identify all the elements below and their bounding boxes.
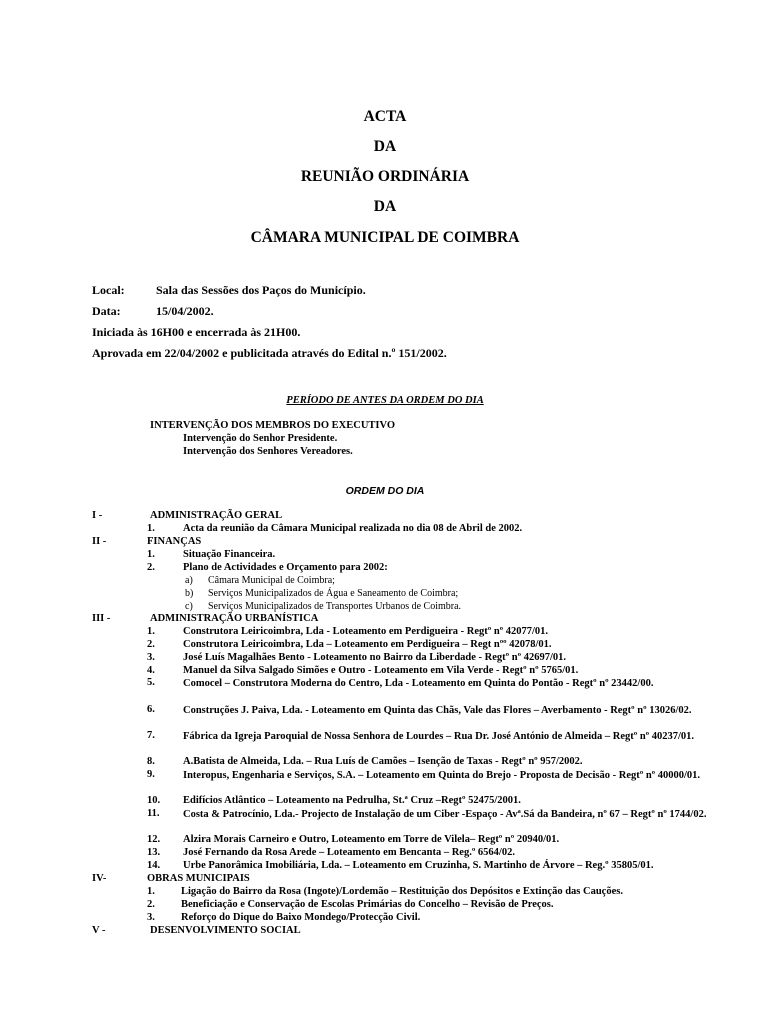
list-item: Construtora Leiricoimbra, Lda - Loteamento em Perdigueira - Regtº nº 42077/01.: [183, 626, 549, 637]
date-value: 15/04/2002.: [156, 304, 214, 318]
list-item: Costa & Patrocínio, Lda.- Projecto de Instalação de um Ciber -Espaço - Avª.Sá da Bandeira, nº 67 – Regtº nº 1744/02.: [183, 809, 707, 820]
list-item: José Luís Magalhães Bento - Loteamento no Bairro da Liberdade - Regtº nº 42697/01.: [183, 652, 566, 663]
list-item: Alzira Morais Carneiro e Outro, Loteamento em Torre de Vilela– Regtº nº 20940/01.: [183, 834, 560, 845]
item-number: 9.: [147, 769, 155, 780]
section-number: II -: [92, 536, 107, 547]
list-item: Plano de Actividades e Orçamento para 2002:: [183, 562, 388, 573]
section-title-admin-urbanistica: ADMINISTRAÇÃO URBANÍSTICA: [150, 613, 319, 624]
list-item: Reforço do Dique do Baixo Mondego/Protecção Civil.: [181, 912, 421, 923]
doc-title-line-2: DA: [373, 138, 397, 155]
list-item: Construções J. Paiva, Lda. - Loteamento em Quinta das Chãs, Vale das Flores – Averbamento - Regtº nº 13026/02.: [183, 705, 692, 716]
item-number: 11.: [147, 808, 160, 819]
item-number: 1.: [147, 549, 155, 560]
list-item: Intervenção dos Senhores Vereadores.: [183, 446, 353, 457]
sub-list-item: Câmara Municipal de Coimbra;: [208, 575, 335, 586]
item-number: 2.: [147, 899, 155, 910]
doc-title-line-1: ACTA: [363, 108, 407, 125]
item-number: 14.: [147, 860, 161, 871]
list-item: Fábrica da Igreja Paroquial de Nossa Senhora de Lourdes – Rua Dr. José António de Almeida – Regtº nº 40237/01.: [183, 731, 695, 742]
local-label: Local:: [92, 283, 125, 297]
list-item: José Fernando da Rosa Arede – Loteamento em Bencanta – Reg.º 6564/02.: [183, 847, 515, 858]
item-number: 5.: [147, 677, 155, 688]
list-item: Ligação do Bairro da Rosa (Ingote)/Lordemão – Restituição dos Depósitos e Extinção das Cauções.: [181, 886, 623, 897]
session-times: Iniciada às 16H00 e encerrada às 21H00.: [92, 325, 301, 339]
doc-title-line-5: CÂMARA MUNICIPAL DE COIMBRA: [250, 229, 520, 246]
item-number: 1.: [147, 626, 155, 637]
item-number: 7.: [147, 730, 155, 741]
list-item: Urbe Panorâmica Imobiliária, Lda. – Loteamento em Cruzinha, S. Martinho de Árvore – Reg.º 35805/01.: [183, 860, 654, 871]
local-value: Sala das Sessões dos Paços do Município.: [156, 283, 366, 297]
approval-note: Aprovada em 22/04/2002 e publicitada através do Edital n.º 151/2002.: [92, 346, 447, 360]
section-number: III -: [92, 613, 111, 624]
subitem-letter: c): [185, 601, 193, 612]
item-number: 1.: [147, 886, 155, 897]
sub-list-item: Serviços Municipalizados de Água e Saneamento de Coimbra;: [208, 588, 459, 599]
list-item: Comocel – Construtora Moderna do Centro, Lda - Loteamento em Quinta do Pontão - Regtº nº 23442/00.: [183, 678, 654, 689]
section-title-obras: OBRAS MUNICIPAIS: [147, 873, 250, 884]
list-item: Manuel da Silva Salgado Simões e Outro - Loteamento em Vila Verde - Regtº nº 5765/01.: [183, 665, 579, 676]
item-number: 8.: [147, 756, 155, 767]
item-number: 2.: [147, 562, 155, 573]
item-number: 10.: [147, 795, 161, 806]
list-item: Construtora Leiricoimbra, Lda – Loteamento em Perdigueira – Regt nºº 42078/01.: [183, 639, 552, 650]
section-number: I -: [92, 510, 103, 521]
list-item: Interopus, Engenharia e Serviços, S.A. – Loteamento em Quinta do Brejo - Proposta de Decisão - Regtº nº 40000/01.: [183, 770, 701, 781]
list-item: Intervenção do Senhor Presidente.: [183, 433, 338, 444]
doc-title-line-3: REUNIÃO ORDINÁRIA: [300, 168, 470, 185]
section-heading-antes: PERÍODO DE ANTES DA ORDEM DO DIA: [286, 395, 484, 406]
list-item: Acta da reunião da Câmara Municipal realizada no dia 08 de Abril de 2002.: [183, 523, 523, 534]
item-number: 13.: [147, 847, 161, 858]
item-number: 3.: [147, 652, 155, 663]
section-number: V -: [92, 925, 106, 936]
section-heading-ordem: ORDEM DO DIA: [345, 485, 425, 497]
item-number: 4.: [147, 665, 155, 676]
date-label: Data:: [92, 304, 121, 318]
list-item: Edifícios Atlântico – Loteamento na Pedrulha, St.ª Cruz –Regtº 52475/2001.: [183, 795, 521, 806]
subitem-letter: b): [185, 588, 194, 599]
item-number: 6.: [147, 704, 155, 715]
sub-list-item: Serviços Municipalizados de Transportes Urbanos de Coimbra.: [208, 601, 462, 612]
doc-title-line-4: DA: [373, 198, 397, 215]
item-number: 1.: [147, 523, 155, 534]
subitem-letter: a): [185, 575, 193, 586]
section-title-admin-geral: ADMINISTRAÇÃO GERAL: [150, 510, 283, 521]
item-number: 12.: [147, 834, 161, 845]
list-item: Situação Financeira.: [183, 549, 276, 560]
item-number: 2.: [147, 639, 155, 650]
section-title-desenvolvimento: DESENVOLVIMENTO SOCIAL: [150, 925, 301, 936]
section-title-financas: FINANÇAS: [147, 536, 202, 547]
executive-intervention-title: INTERVENÇÃO DOS MEMBROS DO EXECUTIVO: [150, 420, 396, 431]
list-item: A.Batista de Almeida, Lda. – Rua Luís de Camões – Isenção de Taxas - Regtº nº 957/2002.: [183, 756, 583, 767]
section-number: IV-: [92, 873, 107, 884]
item-number: 3.: [147, 912, 155, 923]
list-item: Beneficiação e Conservação de Escolas Primárias do Concelho – Revisão de Preços.: [181, 899, 554, 910]
